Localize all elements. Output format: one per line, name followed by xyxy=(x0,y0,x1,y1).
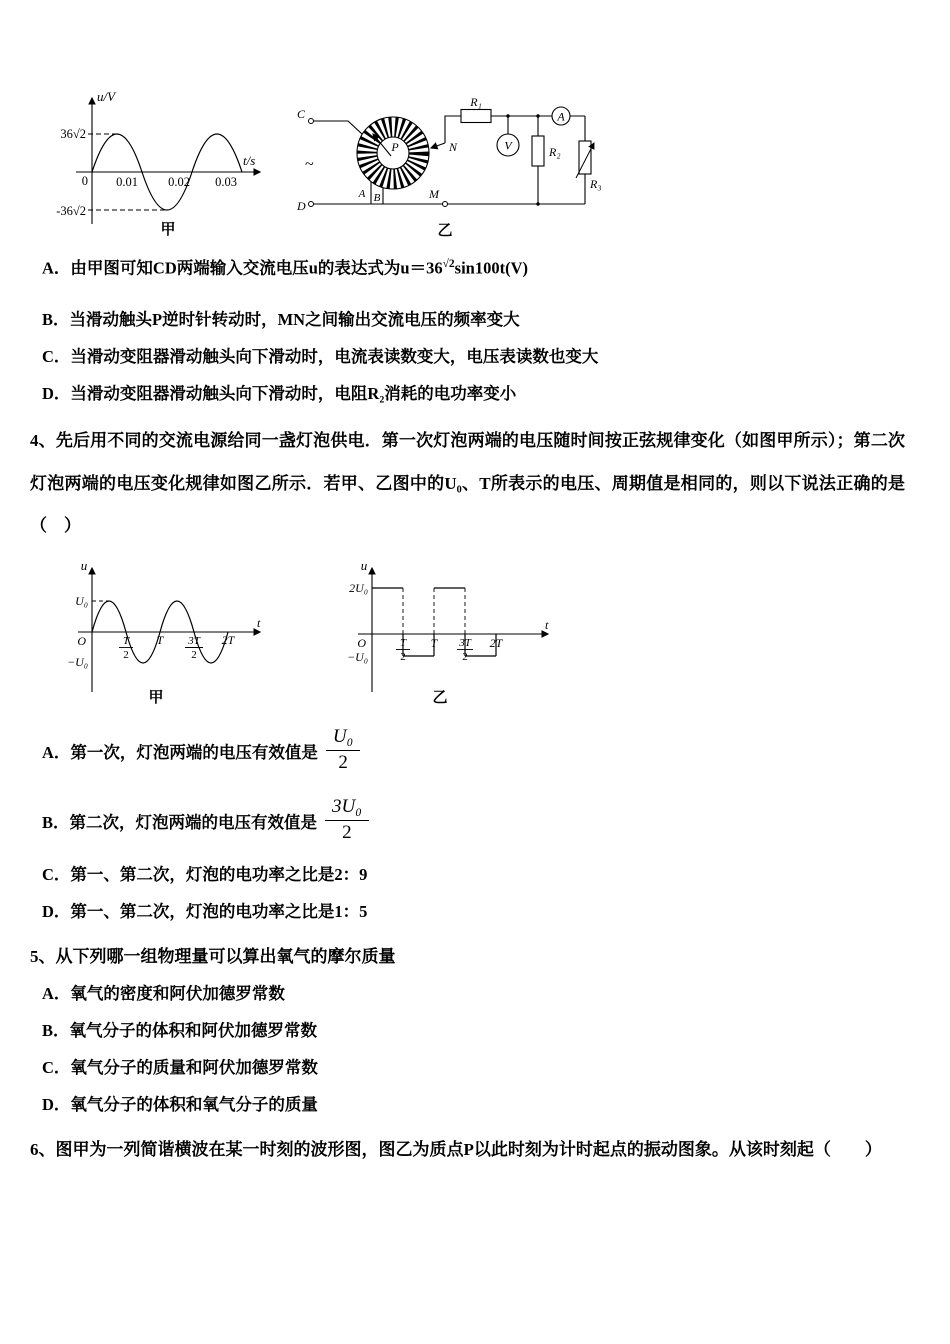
option-label: B． xyxy=(42,1020,70,1040)
q4-option-d xyxy=(42,900,905,924)
option-label: C． xyxy=(42,864,71,884)
tick-0-02: 0.02 xyxy=(168,175,190,189)
x-axis-label: t/s xyxy=(243,153,256,168)
tick-2t: 2T xyxy=(221,632,235,647)
option-label: A． xyxy=(42,984,71,1004)
origin-label: 0 xyxy=(81,174,88,188)
option-text: 第二次，灯泡两端的电压有效值是 xyxy=(69,812,318,832)
u-axis-label: u xyxy=(360,557,368,573)
amp-positive-label: 36√2 xyxy=(60,127,86,141)
resistor-r2 xyxy=(532,136,544,166)
terminal-d-label: D xyxy=(297,199,306,213)
figure-caption-yi: 乙 xyxy=(432,689,448,704)
sqrt-superscript: √2 xyxy=(442,258,455,270)
svg-text:2: 2 xyxy=(123,648,129,661)
option-label: B． xyxy=(42,310,70,330)
option-text: 当滑动变阻器滑动触头向下滑动时，电阻R₂消耗的电功率变小 xyxy=(70,384,517,404)
fraction-numerator: U₀ xyxy=(332,726,354,748)
r1-label: R₁ xyxy=(470,96,482,109)
q4-square-graph xyxy=(330,554,555,704)
q6-stem: 6、图甲为一列简谐横波在某一时刻的波形图，图乙为质点P以此时刻为计时起点的振动图象。从该时刻起（ ） xyxy=(30,1139,882,1159)
q4-option-b xyxy=(42,793,905,849)
option-text: 氧气分子的体积和氧气分子的质量 xyxy=(70,1094,318,1114)
svg-text:2: 2 xyxy=(462,650,468,663)
option-text: 第一次，灯泡两端的电压有效值是 xyxy=(70,742,318,762)
tap-a-label: A xyxy=(358,188,366,200)
option-label: D． xyxy=(42,384,71,404)
tap-b-label: B xyxy=(373,192,381,204)
u0-label: U₀ xyxy=(75,593,88,608)
contact-n-arrow xyxy=(431,143,445,148)
2u0-label: 2U₀ xyxy=(349,580,368,595)
option-label: C． xyxy=(42,347,71,367)
q4-sine-graph xyxy=(54,554,266,704)
q3-option-b xyxy=(42,308,905,332)
square-wave-dashed xyxy=(403,588,465,634)
svg-text:3T: 3T xyxy=(188,634,200,647)
option-text: 第一、第二次，灯泡的电功率之比是1：5 xyxy=(70,901,368,921)
axes xyxy=(358,568,548,692)
r3-label: R₃ xyxy=(590,177,602,191)
q3-voltage-graph xyxy=(30,84,275,236)
q3-circuit-diagram xyxy=(293,96,611,238)
q3-option-a xyxy=(42,256,905,280)
fraction-denominator: 2 xyxy=(325,820,369,845)
ac-source-symbol: ~ xyxy=(305,156,314,173)
q3-circuit-wrap xyxy=(293,96,611,243)
q5-option-b xyxy=(42,1019,905,1043)
svg-text:2: 2 xyxy=(400,650,406,663)
svg-text:3T: 3T xyxy=(459,636,471,649)
svg-text:2: 2 xyxy=(191,648,197,661)
tick-0-01: 0.01 xyxy=(116,175,138,189)
q4-stem: 4、先后用不同的交流电源给同一盏灯泡供电．第一次灯泡两端的电压随时间按正弦规律变化（如图甲所示）；第二次灯泡两端的电压变化规律如图乙所示．若甲、乙图中的U₀、T所表示的电压、周期值是相同的，则以下说法正确的是（ ） xyxy=(30,431,905,536)
amp-negative-label: -36√2 xyxy=(56,204,86,218)
q5-option-d xyxy=(42,1093,905,1117)
q5-option-a xyxy=(42,982,905,1006)
option-label: D． xyxy=(42,1094,71,1114)
fraction-u0-over-2 xyxy=(326,726,360,775)
axes xyxy=(78,568,260,692)
contact-n-label: N xyxy=(449,140,458,154)
origin-label: O xyxy=(77,633,86,648)
option-text: 当滑动变阻器滑动触头向下滑动时，电流表读数变大，电压表读数也变大 xyxy=(70,347,599,367)
option-text: 氧气分子的质量和阿伏加德罗常数 xyxy=(70,1057,318,1077)
option-label: B． xyxy=(42,812,70,832)
u-axis-label: u xyxy=(80,557,88,573)
option-label: C． xyxy=(42,1057,71,1077)
slider-p-label: P xyxy=(391,140,399,154)
option-text: 当滑动触头P逆时针转动时，MN之间输出交流电压的频率变大 xyxy=(69,310,520,330)
figure-caption-jia: 甲 xyxy=(160,222,176,236)
r2-label: R₂ xyxy=(549,145,561,159)
option-text: 由甲图可知CD两端输入交流电压u的表达式为u＝36 xyxy=(70,258,443,278)
svg-text:T: T xyxy=(122,634,130,647)
tick-t: T xyxy=(156,632,164,647)
axes xyxy=(76,98,260,224)
figure-caption-jia: 甲 xyxy=(148,689,164,704)
q4-square-wrap xyxy=(330,554,555,709)
terminal-m-label: M xyxy=(429,187,439,201)
option-text: 氧气的密度和阿伏加德罗常数 xyxy=(70,984,285,1004)
option-text: 第一、第二次，灯泡的电功率之比是2：9 xyxy=(70,864,368,884)
q4-option-c xyxy=(42,863,905,887)
option-text: 氧气分子的体积和阿伏加德罗常数 xyxy=(69,1020,318,1040)
voltmeter-label: V xyxy=(504,138,512,153)
t-axis-label: t xyxy=(545,617,549,632)
t-axis-label: t xyxy=(257,615,261,630)
figure-caption-yi: 乙 xyxy=(437,223,453,238)
tick-3t-half-fraction xyxy=(185,635,203,661)
option-label: D． xyxy=(42,901,71,921)
option-label: A． xyxy=(42,258,71,278)
fraction-numerator: 3U₀ xyxy=(332,796,362,818)
q4-option-a xyxy=(42,723,905,779)
y-axis-label: u/V xyxy=(97,89,116,104)
option-label: A． xyxy=(42,742,71,762)
q4-figures xyxy=(54,554,905,709)
q3-figures xyxy=(30,84,905,243)
neg-u0-label: −U₀ xyxy=(347,649,368,664)
resistor-r1 xyxy=(461,110,491,123)
fraction-denominator: 2 xyxy=(326,750,360,775)
svg-text:T: T xyxy=(399,636,407,649)
ammeter-label: A xyxy=(557,109,565,124)
tick-t: T xyxy=(430,635,438,650)
q3-option-c xyxy=(42,345,905,369)
tick-0-03: 0.03 xyxy=(215,175,237,189)
tick-2t: 2T xyxy=(489,635,503,650)
neg-u0-label: −U₀ xyxy=(67,654,88,669)
terminal-c-label: C xyxy=(297,107,306,121)
fraction-3u0-over-2 xyxy=(325,796,369,845)
origin-label: O xyxy=(357,635,366,650)
option-text: sin100t(V) xyxy=(454,258,529,278)
q3-option-d xyxy=(42,382,905,406)
q5-option-c xyxy=(42,1056,905,1080)
q5-stem: 5、从下列哪一组物理量可以算出氧气的摩尔质量 xyxy=(30,946,396,966)
